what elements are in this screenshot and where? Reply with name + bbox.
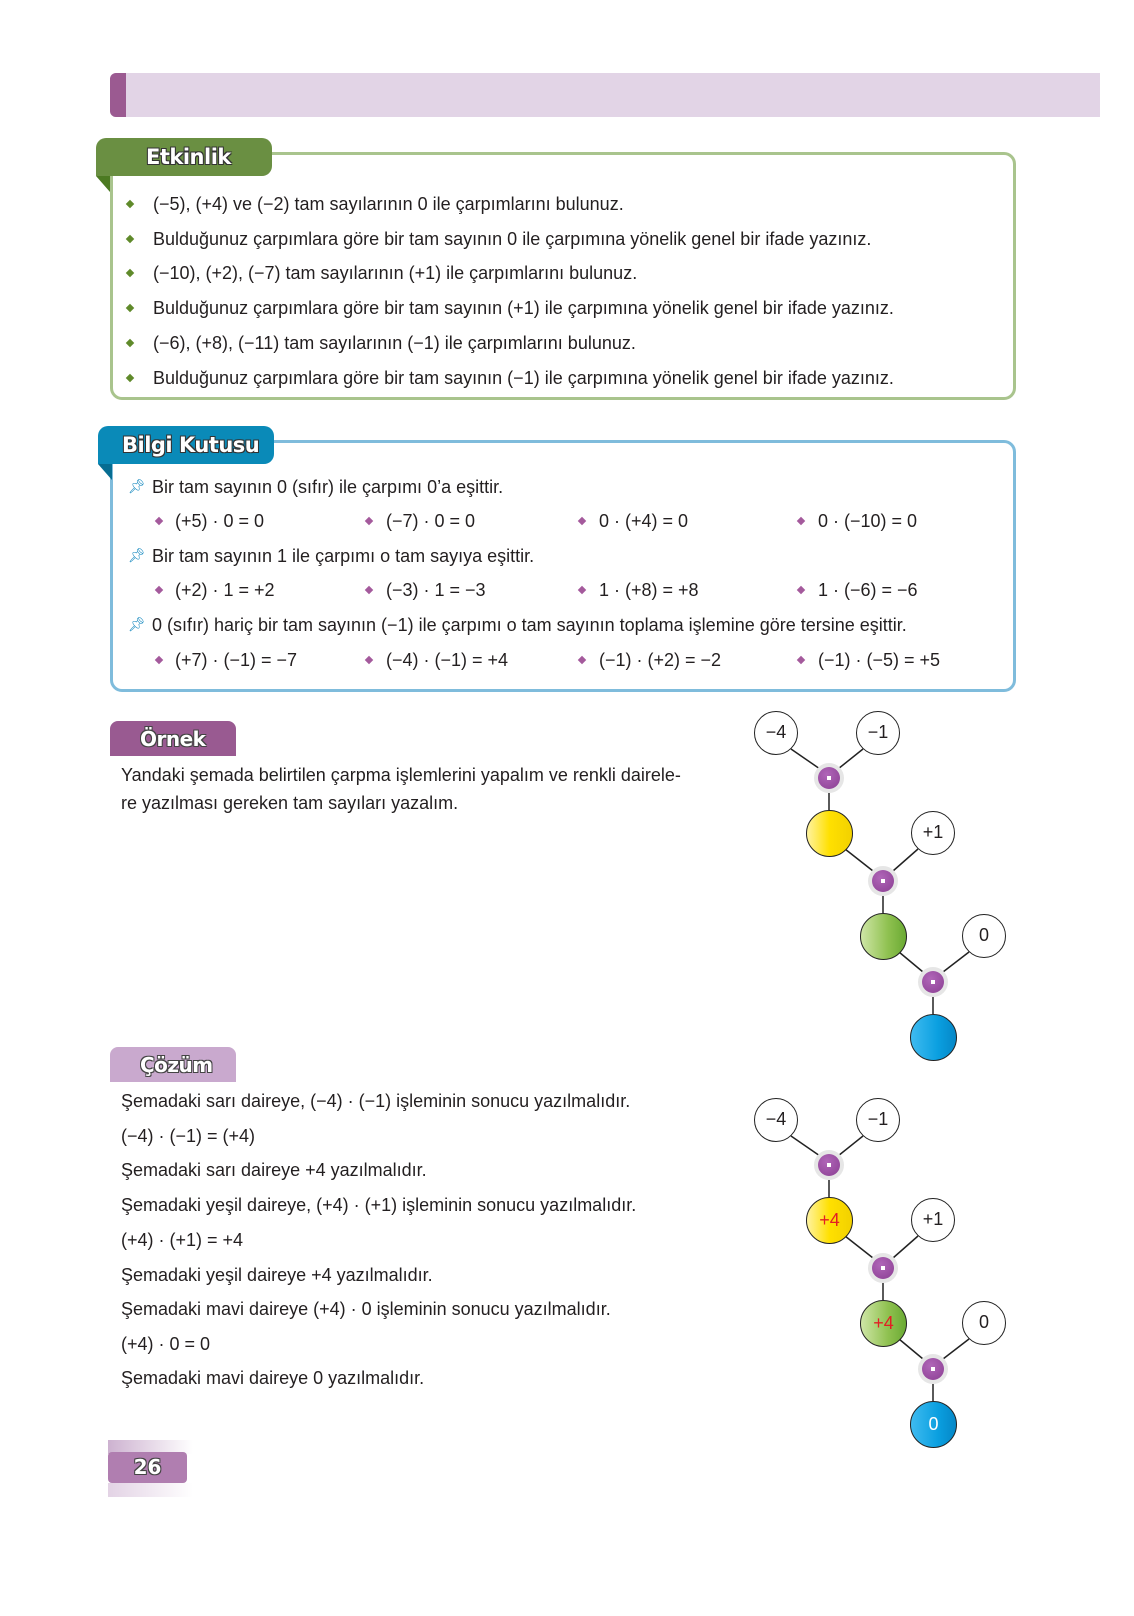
input-node: −4 <box>754 711 798 755</box>
etkinlik-item: Bulduğunuz çarpımlara göre bir tam sayının (−1) ile çarpımına yönelik genel bir ifade yazınız. <box>153 368 894 388</box>
pushpin-icon: 📌︎ <box>128 616 146 632</box>
input-node: 0 <box>962 914 1006 958</box>
cozum-line: Şemadaki yeşil daireye +4 yazılmalıdır. <box>121 1265 433 1285</box>
multiply-operator-icon <box>918 967 948 997</box>
rule-text: Bir tam sayının 0 (sıfır) ile çarpımı 0’a eşittir. <box>152 477 504 497</box>
multiply-operator-icon <box>868 866 898 896</box>
etkinlik-item: (−6), (+8), (−11) tam sayılarının (−1) ile çarpımlarını bulunuz. <box>153 333 636 353</box>
etkinlik-item: (−10), (+2), (−7) tam sayılarının (+1) ile çarpımlarını bulunuz. <box>153 263 638 283</box>
rule-text: 0 (sıfır) hariç bir tam sayının (−1) ile çarpımı o tam sayının toplama işlemine göre tersine eşittir. <box>152 615 907 635</box>
bilgi-tab-fold <box>98 464 112 480</box>
rule-example: 0 · (+4) = 0 <box>599 511 689 531</box>
multiply-operator-icon <box>814 763 844 793</box>
input-node: −1 <box>856 711 900 755</box>
etkinlik-item: Bulduğunuz çarpımlara göre bir tam sayının 0 ile çarpımına yönelik genel bir ifade yazınız. <box>153 229 872 249</box>
ornek-text-line: Yandaki şemada belirtilen çarpma işlemlerini yapalım ve renkli dairele- <box>121 765 681 785</box>
rule-example: 1 · (+8) = +8 <box>599 580 699 600</box>
rule-text: Bir tam sayının 1 ile çarpımı o tam sayıya eşittir. <box>152 546 535 566</box>
input-node: 0 <box>962 1301 1006 1345</box>
rule-example: (−7) · 0 = 0 <box>386 511 476 531</box>
rule-example: 0 · (−10) = 0 <box>818 511 918 531</box>
multiply-operator-icon <box>814 1150 844 1180</box>
rule-example: (−4) · (−1) = +4 <box>386 650 509 670</box>
rule-example: (−1) · (−5) = +5 <box>818 650 941 670</box>
yellow-result-node: +4 <box>806 1197 853 1244</box>
rule-example: (+2) · 1 = +2 <box>175 580 275 600</box>
ornek-text-line: re yazılması gereken tam sayıları yazalım. <box>121 793 459 813</box>
etkinlik-tab: Etkinlik <box>96 138 272 176</box>
green-result-node: +4 <box>860 1300 907 1347</box>
page-number: 26 <box>108 1452 187 1483</box>
blue-result-node <box>910 1014 957 1061</box>
input-node: −4 <box>754 1098 798 1142</box>
multiply-operator-icon <box>868 1253 898 1283</box>
rule-example: (+5) · 0 = 0 <box>175 511 265 531</box>
rule-example: 1 · (−6) = −6 <box>818 580 918 600</box>
yellow-result-node <box>806 810 853 857</box>
input-node: +1 <box>911 811 955 855</box>
header-accent-cap <box>110 73 126 117</box>
cozum-line: Şemadaki sarı daireye, (−4) · (−1) işleminin sonucu yazılmalıdır. <box>121 1091 631 1111</box>
multiply-operator-icon <box>918 1354 948 1384</box>
page-number-decoration <box>108 1483 193 1497</box>
ornek-tab: Örnek <box>110 721 236 756</box>
etkinlik-item: Bulduğunuz çarpımlara göre bir tam sayının (+1) ile çarpımına yönelik genel bir ifade yazınız. <box>153 298 894 318</box>
green-result-node <box>860 913 907 960</box>
input-node: −1 <box>856 1098 900 1142</box>
cozum-line: (+4) · 0 = 0 <box>121 1334 211 1354</box>
cozum-line: Şemadaki yeşil daireye, (+4) · (+1) işleminin sonucu yazılmalıdır. <box>121 1195 637 1215</box>
pushpin-icon: 📌︎ <box>128 547 146 563</box>
input-node: +1 <box>911 1198 955 1242</box>
etkinlik-tab-fold <box>96 176 110 192</box>
chapter-header-bar <box>110 73 1100 117</box>
rule-example: (−1) · (+2) = −2 <box>599 650 722 670</box>
rule-example: (+7) · (−1) = −7 <box>175 650 298 670</box>
cozum-tab: Çözüm <box>110 1047 236 1082</box>
bilgi-kutusu-tab: Bilgi Kutusu <box>98 426 274 464</box>
rule-example: (−3) · 1 = −3 <box>386 580 486 600</box>
cozum-line: Şemadaki mavi daireye 0 yazılmalıdır. <box>121 1368 425 1388</box>
pushpin-icon: 📌︎ <box>128 478 146 494</box>
blue-result-node: 0 <box>910 1401 957 1448</box>
cozum-line: Şemadaki mavi daireye (+4) · 0 işleminin sonucu yazılmalıdır. <box>121 1299 611 1319</box>
etkinlik-item: (−5), (+4) ve (−2) tam sayılarının 0 ile çarpımlarını bulunuz. <box>153 194 624 214</box>
cozum-line: (−4) · (−1) = (+4) <box>121 1126 256 1146</box>
cozum-line: (+4) · (+1) = +4 <box>121 1230 244 1250</box>
cozum-line: Şemadaki sarı daireye +4 yazılmalıdır. <box>121 1160 427 1180</box>
